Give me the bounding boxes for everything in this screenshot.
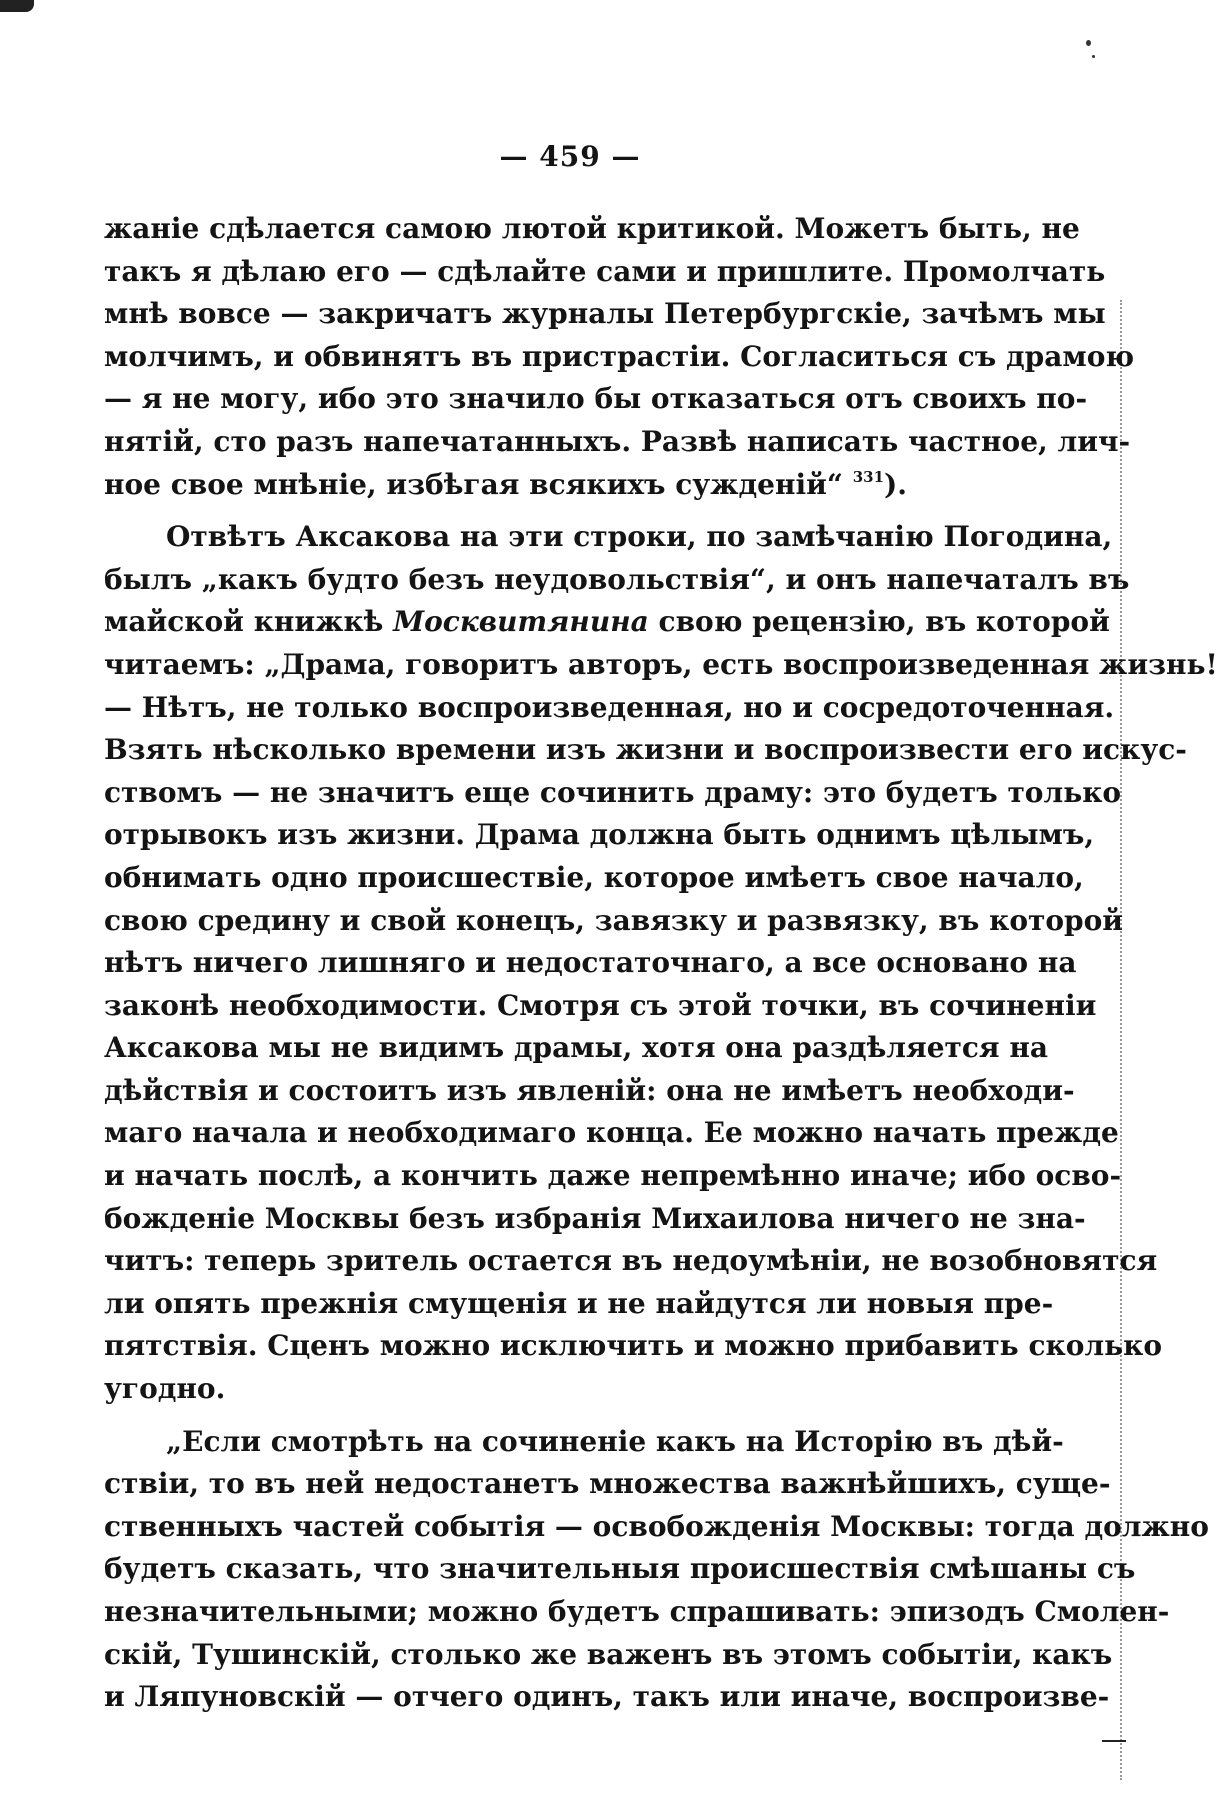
text-line: мнѣ вовсе — закричатъ журналы Петербургскіе, зачѣмъ мы	[104, 297, 1106, 331]
text-line: ли опять прежнія смущенія и не найдутся ли новыя пре-	[104, 1286, 1054, 1320]
text-line: читъ: теперь зритель остается въ недоумѣніи, не возобновятся	[104, 1244, 1158, 1278]
text-line: пятствія. Сценъ можно исключить и можно прибавить сколько	[104, 1329, 1163, 1363]
text-line: Аксакова мы не видимъ драмы, хотя она раздѣляется на	[104, 1031, 1048, 1065]
page-corner-mark	[1102, 1740, 1126, 1742]
text-line: ствомъ — не значитъ еще сочинить драму: это будетъ только	[104, 775, 1122, 809]
text-line: будетъ сказать, что значительныя происшествія смѣшаны съ	[104, 1552, 1136, 1586]
text-line: дѣйствія и состоитъ изъ явленій: она не имѣетъ необходи-	[104, 1073, 1075, 1107]
text-line	[104, 464, 954, 507]
line-text: свою рецензію, въ которой	[648, 605, 1110, 639]
text-line: свою средину и свой конецъ, завязку и развязку, въ которой	[104, 903, 1124, 937]
text-line: нятій, сто разъ напечатанныхъ. Развѣ написать частное, лич-	[104, 424, 1131, 458]
text-line	[104, 601, 1110, 644]
text-line: законѣ необходимости. Смотря съ этой точки, въ сочиненіи	[104, 988, 1097, 1022]
body-text	[104, 208, 1218, 1719]
text-line: нѣтъ ничего лишняго и недостаточнаго, а все основано на	[104, 946, 1077, 980]
line-text: ).	[884, 467, 908, 501]
text-line: молчимъ, и обвинятъ въ пристрастіи. Согласиться съ драмою	[104, 339, 1135, 373]
text-line: Взять нѣсколько времени изъ жизни и воспроизвести его искус-	[104, 733, 1187, 767]
text-line: обнимать одно происшествіе, которое имѣетъ свое начало,	[104, 860, 1084, 894]
page-number: — 459 —	[499, 140, 641, 173]
line-text: ное свое мнѣніе, избѣгая всякихъ сужденій“	[104, 467, 843, 501]
scan-speck	[1086, 40, 1091, 46]
footnote-ref: 331	[852, 467, 885, 486]
text-line: угодно.	[104, 1372, 226, 1406]
text-line: скій, Тушинскій, столько же важенъ въ этомъ событіи, какъ	[104, 1637, 1113, 1671]
text-line: ственныхъ частей событія — освобожденія Москвы: тогда должно	[104, 1509, 1209, 1543]
scan-speck	[1092, 55, 1095, 58]
scan-artifact	[0, 0, 34, 12]
text-line: — я не могу, ибо это значило бы отказаться отъ своихъ по-	[104, 382, 1088, 416]
text-line: незначительными; можно будетъ спрашивать: эпизодъ Смолен-	[104, 1595, 1170, 1628]
line-text: майской книжкѣ	[104, 605, 394, 639]
text-line: Отвѣтъ Аксакова на эти строки, по замѣчанію Погодина,	[166, 520, 1113, 554]
text-line: и начать послѣ, а кончить даже непремѣнно иначе; ибо осво-	[104, 1159, 1122, 1193]
text-line: маго начала и необходимаго конца. Ее можно начать прежде	[104, 1116, 1119, 1150]
text-line: былъ „какъ будто безъ неудовольствія“, и онъ напечаталъ въ	[104, 562, 1130, 596]
text-line: ствіи, то въ ней недостанетъ множества важнѣйшихъ, суще-	[104, 1467, 1111, 1501]
text-line: читаемъ: „Драма, говоритъ авторъ, есть воспроизведенная жизнь!	[104, 647, 1218, 681]
text-line: отрывокъ изъ жизни. Драма должна быть однимъ цѣлымъ,	[104, 818, 1095, 852]
text-line: божденіе Москвы безъ избранія Михаилова ничего не зна-	[104, 1201, 1086, 1235]
text-line: такъ я дѣлаю его — сдѣлайте сами и пришлите. Промолчать	[104, 254, 1106, 288]
text-line: — Нѣтъ, не только воспроизведенная, но и сосредоточенная.	[104, 690, 1115, 724]
text-line: и Ляпуновскій — отчего одинъ, такъ или иначе, воспроизве-	[104, 1680, 1110, 1714]
journal-title: Москвитянина	[393, 605, 649, 639]
text-line: жаніе сдѣлается самою лютой критикой. Можетъ быть, не	[104, 212, 1080, 245]
text-line: „Если смотрѣть на сочиненіе какъ на Исторію въ дѣй-	[166, 1424, 1064, 1458]
